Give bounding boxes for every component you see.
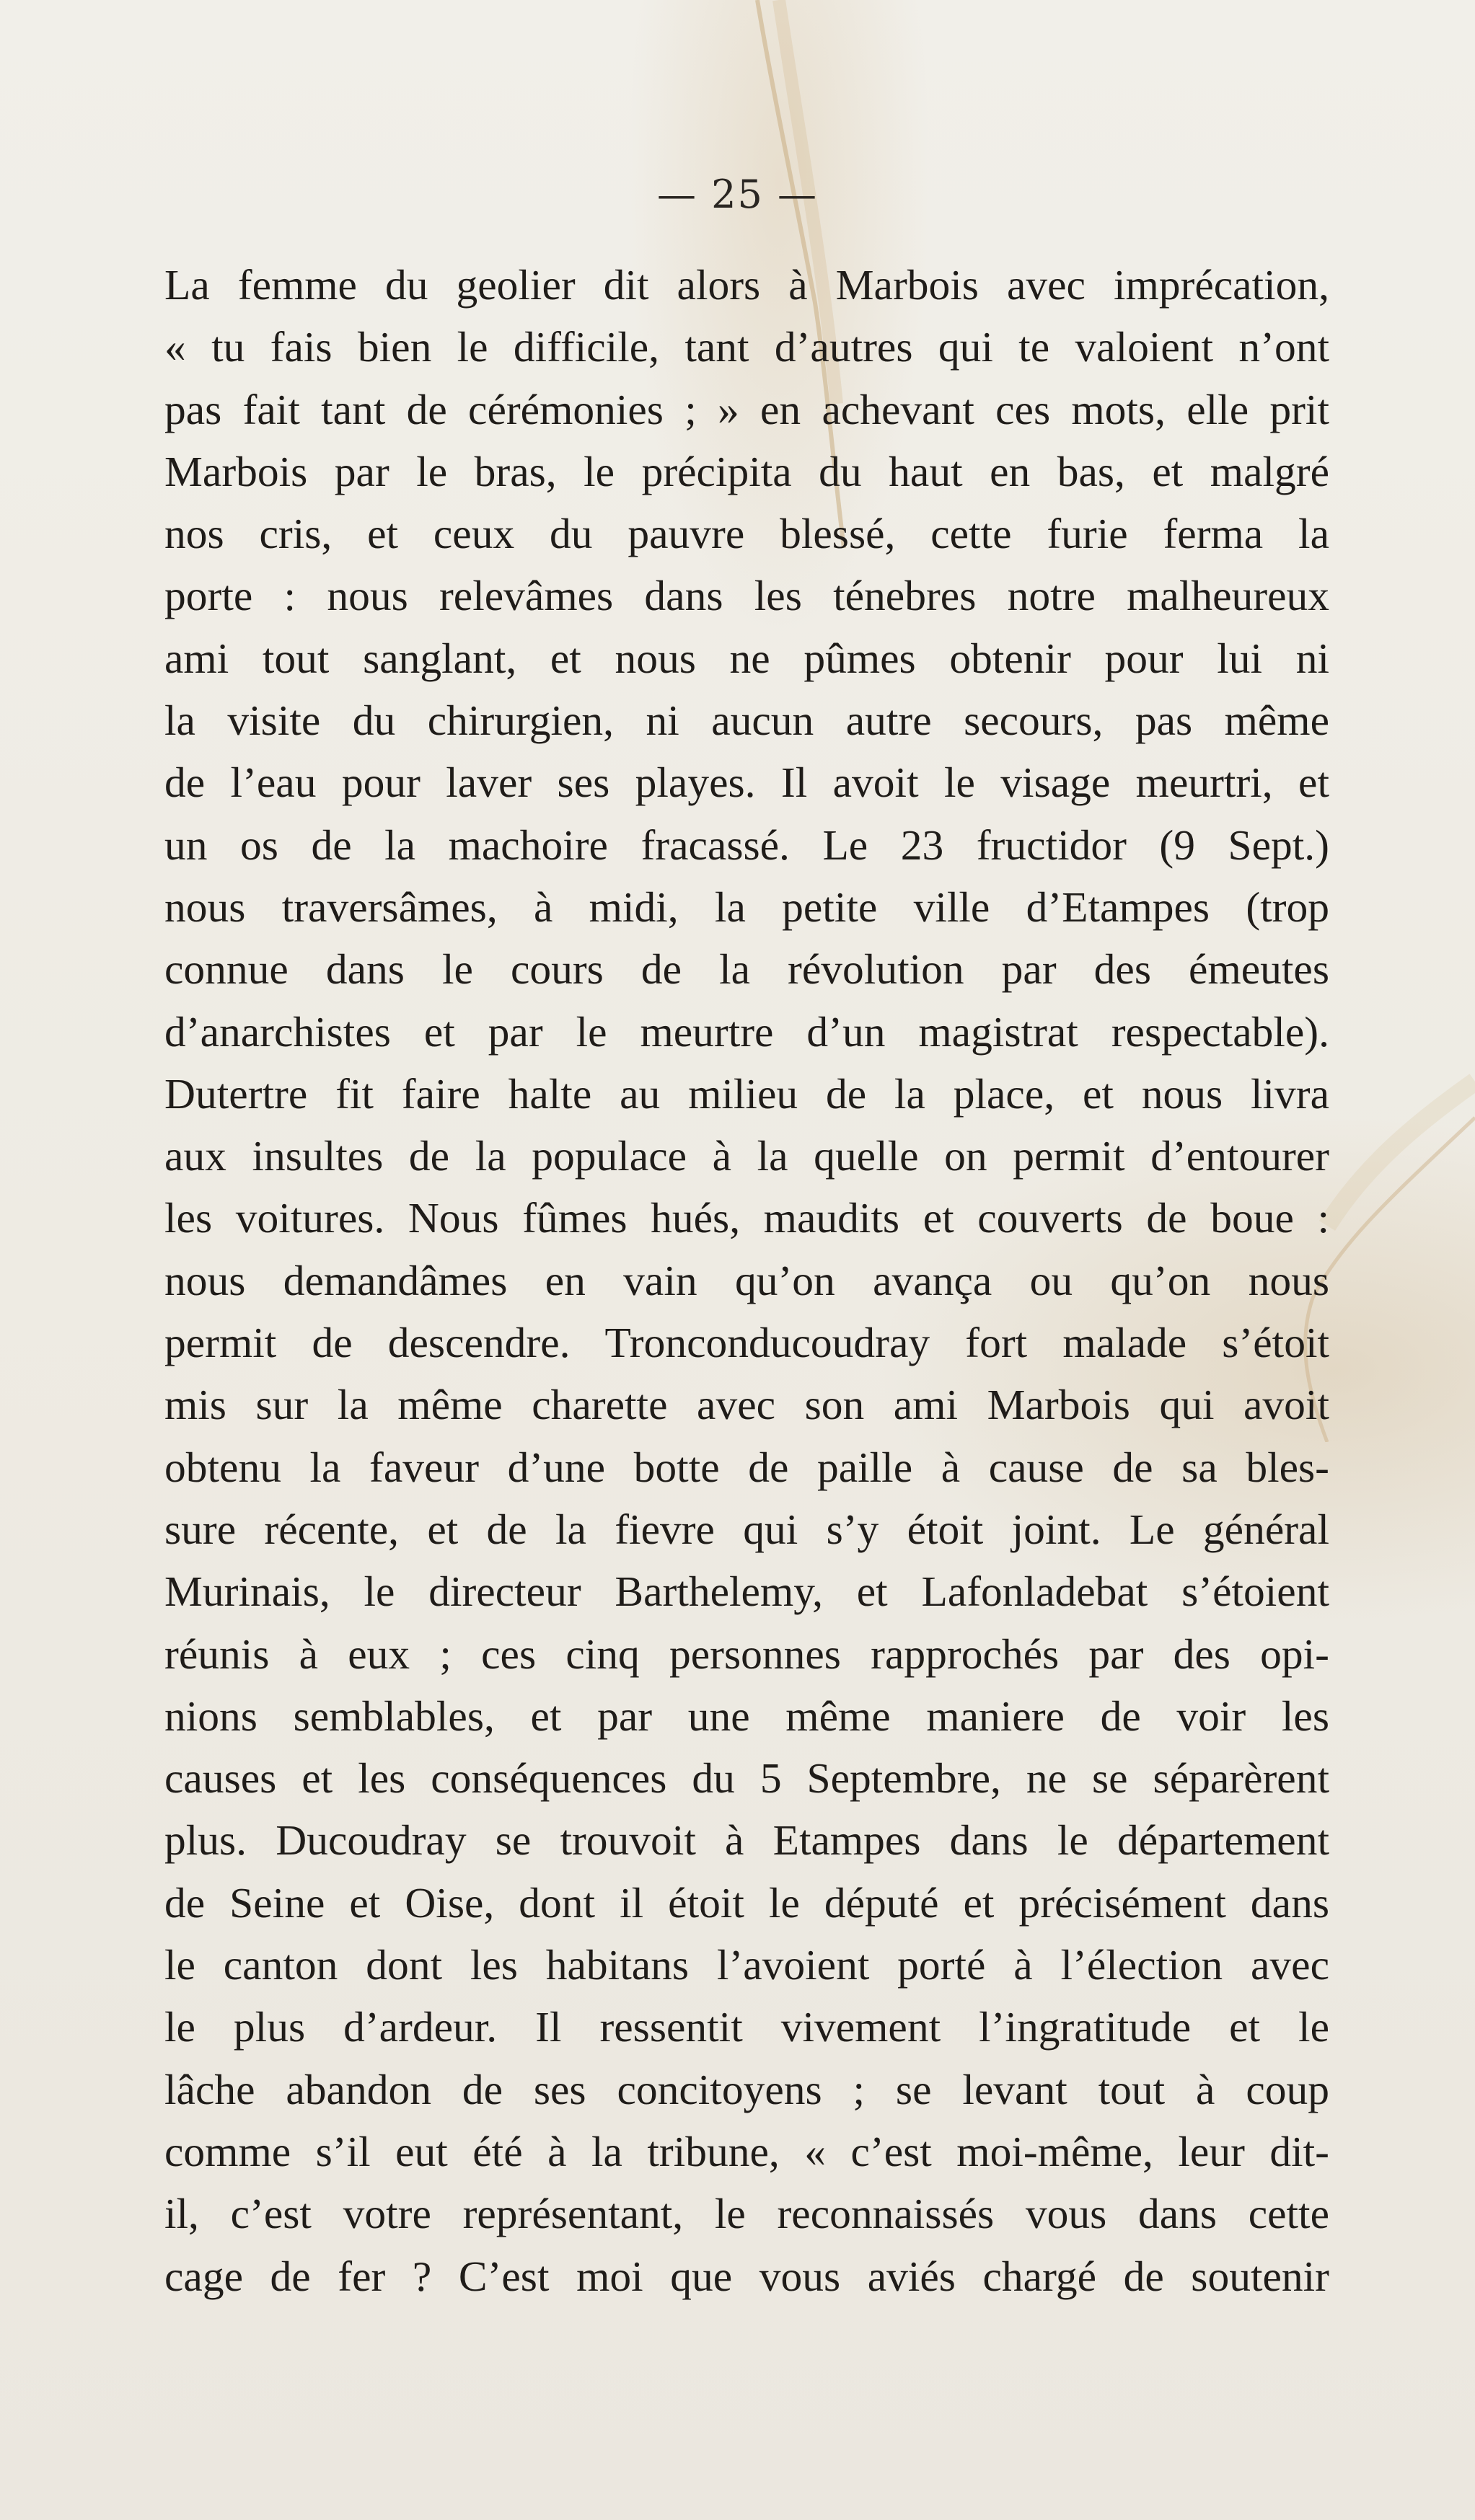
text-line: nous demandâmes en vain qu’on avança ou qu’on nous	[164, 1256, 1329, 1304]
text-line: connue dans le cours de la révolution par des émeutes	[164, 945, 1329, 994]
text-line: sure récente, et de la fievre qui s’y étoit joint. Le général	[164, 1505, 1329, 1553]
text-line: il, c’est votre représentant, le reconnaissés vous dans cette	[164, 2190, 1329, 2238]
text-line: pas fait tant de cérémonies ; » en achevant ces mots, elle prit	[164, 385, 1329, 433]
text-line: le plus d’ardeur. Il ressentit vivement l’ingratitude et le	[164, 2003, 1329, 2051]
body-text	[164, 254, 1329, 2307]
text-line: plus. Ducoudray se trouvoit à Etampes dans le département	[164, 1816, 1329, 1865]
text-line: de Seine et Oise, dont il étoit le député et précisément dans	[164, 1878, 1329, 1927]
text-line: ami tout sanglant, et nous ne pûmes obtenir pour lui ni	[164, 634, 1329, 682]
text-line: nions semblables, et par une même maniere de voir les	[164, 1692, 1329, 1740]
text-line: de l’eau pour laver ses playes. Il avoit le visage meurtri, et	[164, 759, 1329, 807]
page-number: — 25 —	[656, 172, 819, 217]
text-line: nous traversâmes, à midi, la petite ville d’Etampes (trop	[164, 883, 1329, 931]
text-line: « tu fais bien le difficile, tant d’autres qui te valoient n’ont	[164, 323, 1329, 371]
text-line: réunis à eux ; ces cinq personnes rapprochés par des opi-	[164, 1630, 1329, 1678]
text-line: le canton dont les habitans l’avoient porté à l’élection avec	[164, 1941, 1329, 1989]
text-line: comme s’il eut été à la tribune, « c’est moi-même, leur dit-	[164, 2127, 1329, 2175]
text-line: porte : nous relevâmes dans les ténebres notre malheureux	[164, 572, 1329, 620]
text-line: Murinais, le directeur Barthelemy, et Lafonladebat s’étoient	[164, 1568, 1329, 1616]
text-line: mis sur la même charette avec son ami Marbois qui avoit	[164, 1381, 1329, 1429]
text-line: permit de descendre. Tronconducoudray fort malade s’étoit	[164, 1319, 1329, 1367]
text-line: les voitures. Nous fûmes hués, maudits et couverts de boue :	[164, 1194, 1329, 1242]
text-line: Dutertre fit faire halte au milieu de la place, et nous livra	[164, 1069, 1329, 1118]
text-line: cage de fer ? C’est moi que vous aviés chargé de soutenir	[164, 2252, 1329, 2300]
text-line: la visite du chirurgien, ni aucun autre secours, pas même	[164, 697, 1329, 745]
text-line: La femme du geolier dit alors à Marbois avec imprécation,	[164, 261, 1329, 309]
text-line: lâche abandon de ses concitoyens ; se levant tout à coup	[164, 2065, 1329, 2113]
text-line: d’anarchistes et par le meurtre d’un magistrat respectable).	[164, 1007, 1329, 1056]
text-line: causes et les conséquences du 5 Septembre, ne se séparèrent	[164, 1754, 1329, 1803]
text-line: un os de la machoire fracassé. Le 23 fructidor (9 Sept.)	[164, 821, 1329, 869]
text-line: nos cris, et ceux du pauvre blessé, cette furie ferma la	[164, 510, 1329, 558]
text-line: Marbois par le bras, le précipita du haut en bas, et malgré	[164, 447, 1329, 495]
text-line: obtenu la faveur d’une botte de paille à cause de sa bles-	[164, 1443, 1329, 1491]
text-line: aux insultes de la populace à la quelle on permit d’entourer	[164, 1132, 1329, 1180]
